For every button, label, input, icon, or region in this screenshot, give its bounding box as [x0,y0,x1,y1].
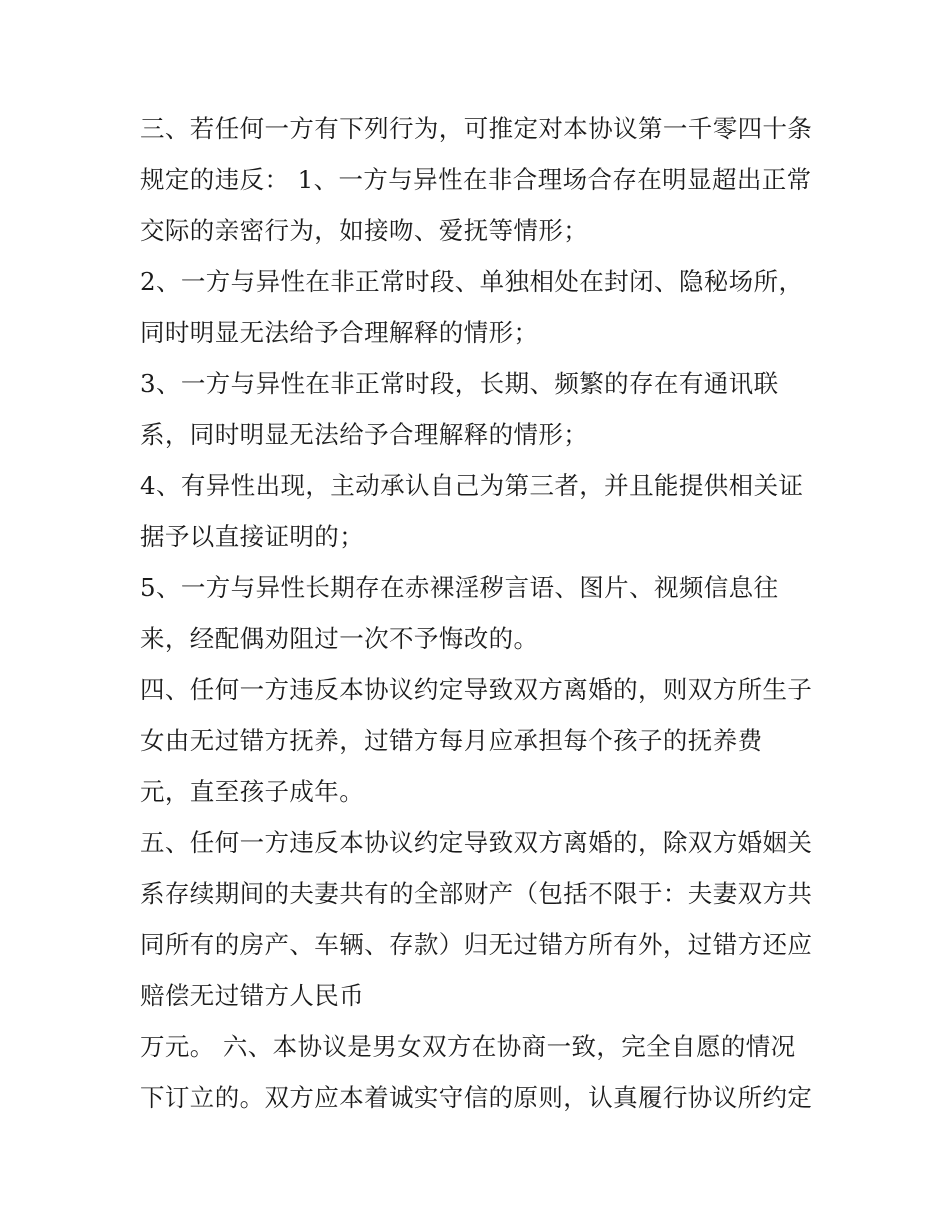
text-line: 三、若任何一方有下列行为，可推定对本协议第一千零四十条 [140,114,813,143]
text-line: 来，经配偶劝阻过一次不予悔改的。 [140,624,539,653]
agreement-text [140,108,830,1128]
text-line: 4、有异性出现，主动承认自己为第三者，并且能提供相关证 [140,471,804,500]
text-line: 系存续期间的夫妻共有的全部财产（包括不限于：夫妻双方共 [140,879,813,908]
text-line: 万元。 六、本协议是男女双方在协商一致，完全自愿的情况 [140,1032,796,1061]
text-line: 五、任何一方违反本协议约定导致双方离婚的，除双方婚姻关 [140,828,813,857]
text-line: 同所有的房产、车辆、存款）归无过错方所有外，过错方还应 [140,930,813,959]
text-line: 同时明显无法给予合理解释的情形； [140,318,539,347]
text-line: 四、任何一方违反本协议约定导致双方离婚的，则双方所生子 [140,675,813,704]
text-line: 元，直至孩子成年。 [140,777,365,806]
text-line: 规定的违反： 1、一方与异性在非合理场合存在明显超出正常 [140,165,812,194]
text-line: 交际的亲密行为，如接吻、爱抚等情形； [140,216,589,245]
text-line: 系，同时明显无法给予合理解释的情形； [140,420,589,449]
text-line: 赔偿无过错方人民币 [140,981,365,1010]
text-line: 2、一方与异性在非正常时段、单独相处在封闭、隐秘场所， [140,267,804,296]
text-line: 女由无过错方抚养，过错方每月应承担每个孩子的抚养费 [140,726,763,755]
text-line: 下订立的。双方应本着诚实守信的原则，认真履行协议所约定 [140,1083,813,1112]
text-line: 据予以直接证明的； [140,522,365,551]
text-line: 3、一方与异性在非正常时段，长期、频繁的存在有通讯联 [140,369,779,398]
text-line: 5、一方与异性长期存在赤裸淫秽言语、图片、视频信息往 [140,573,779,602]
